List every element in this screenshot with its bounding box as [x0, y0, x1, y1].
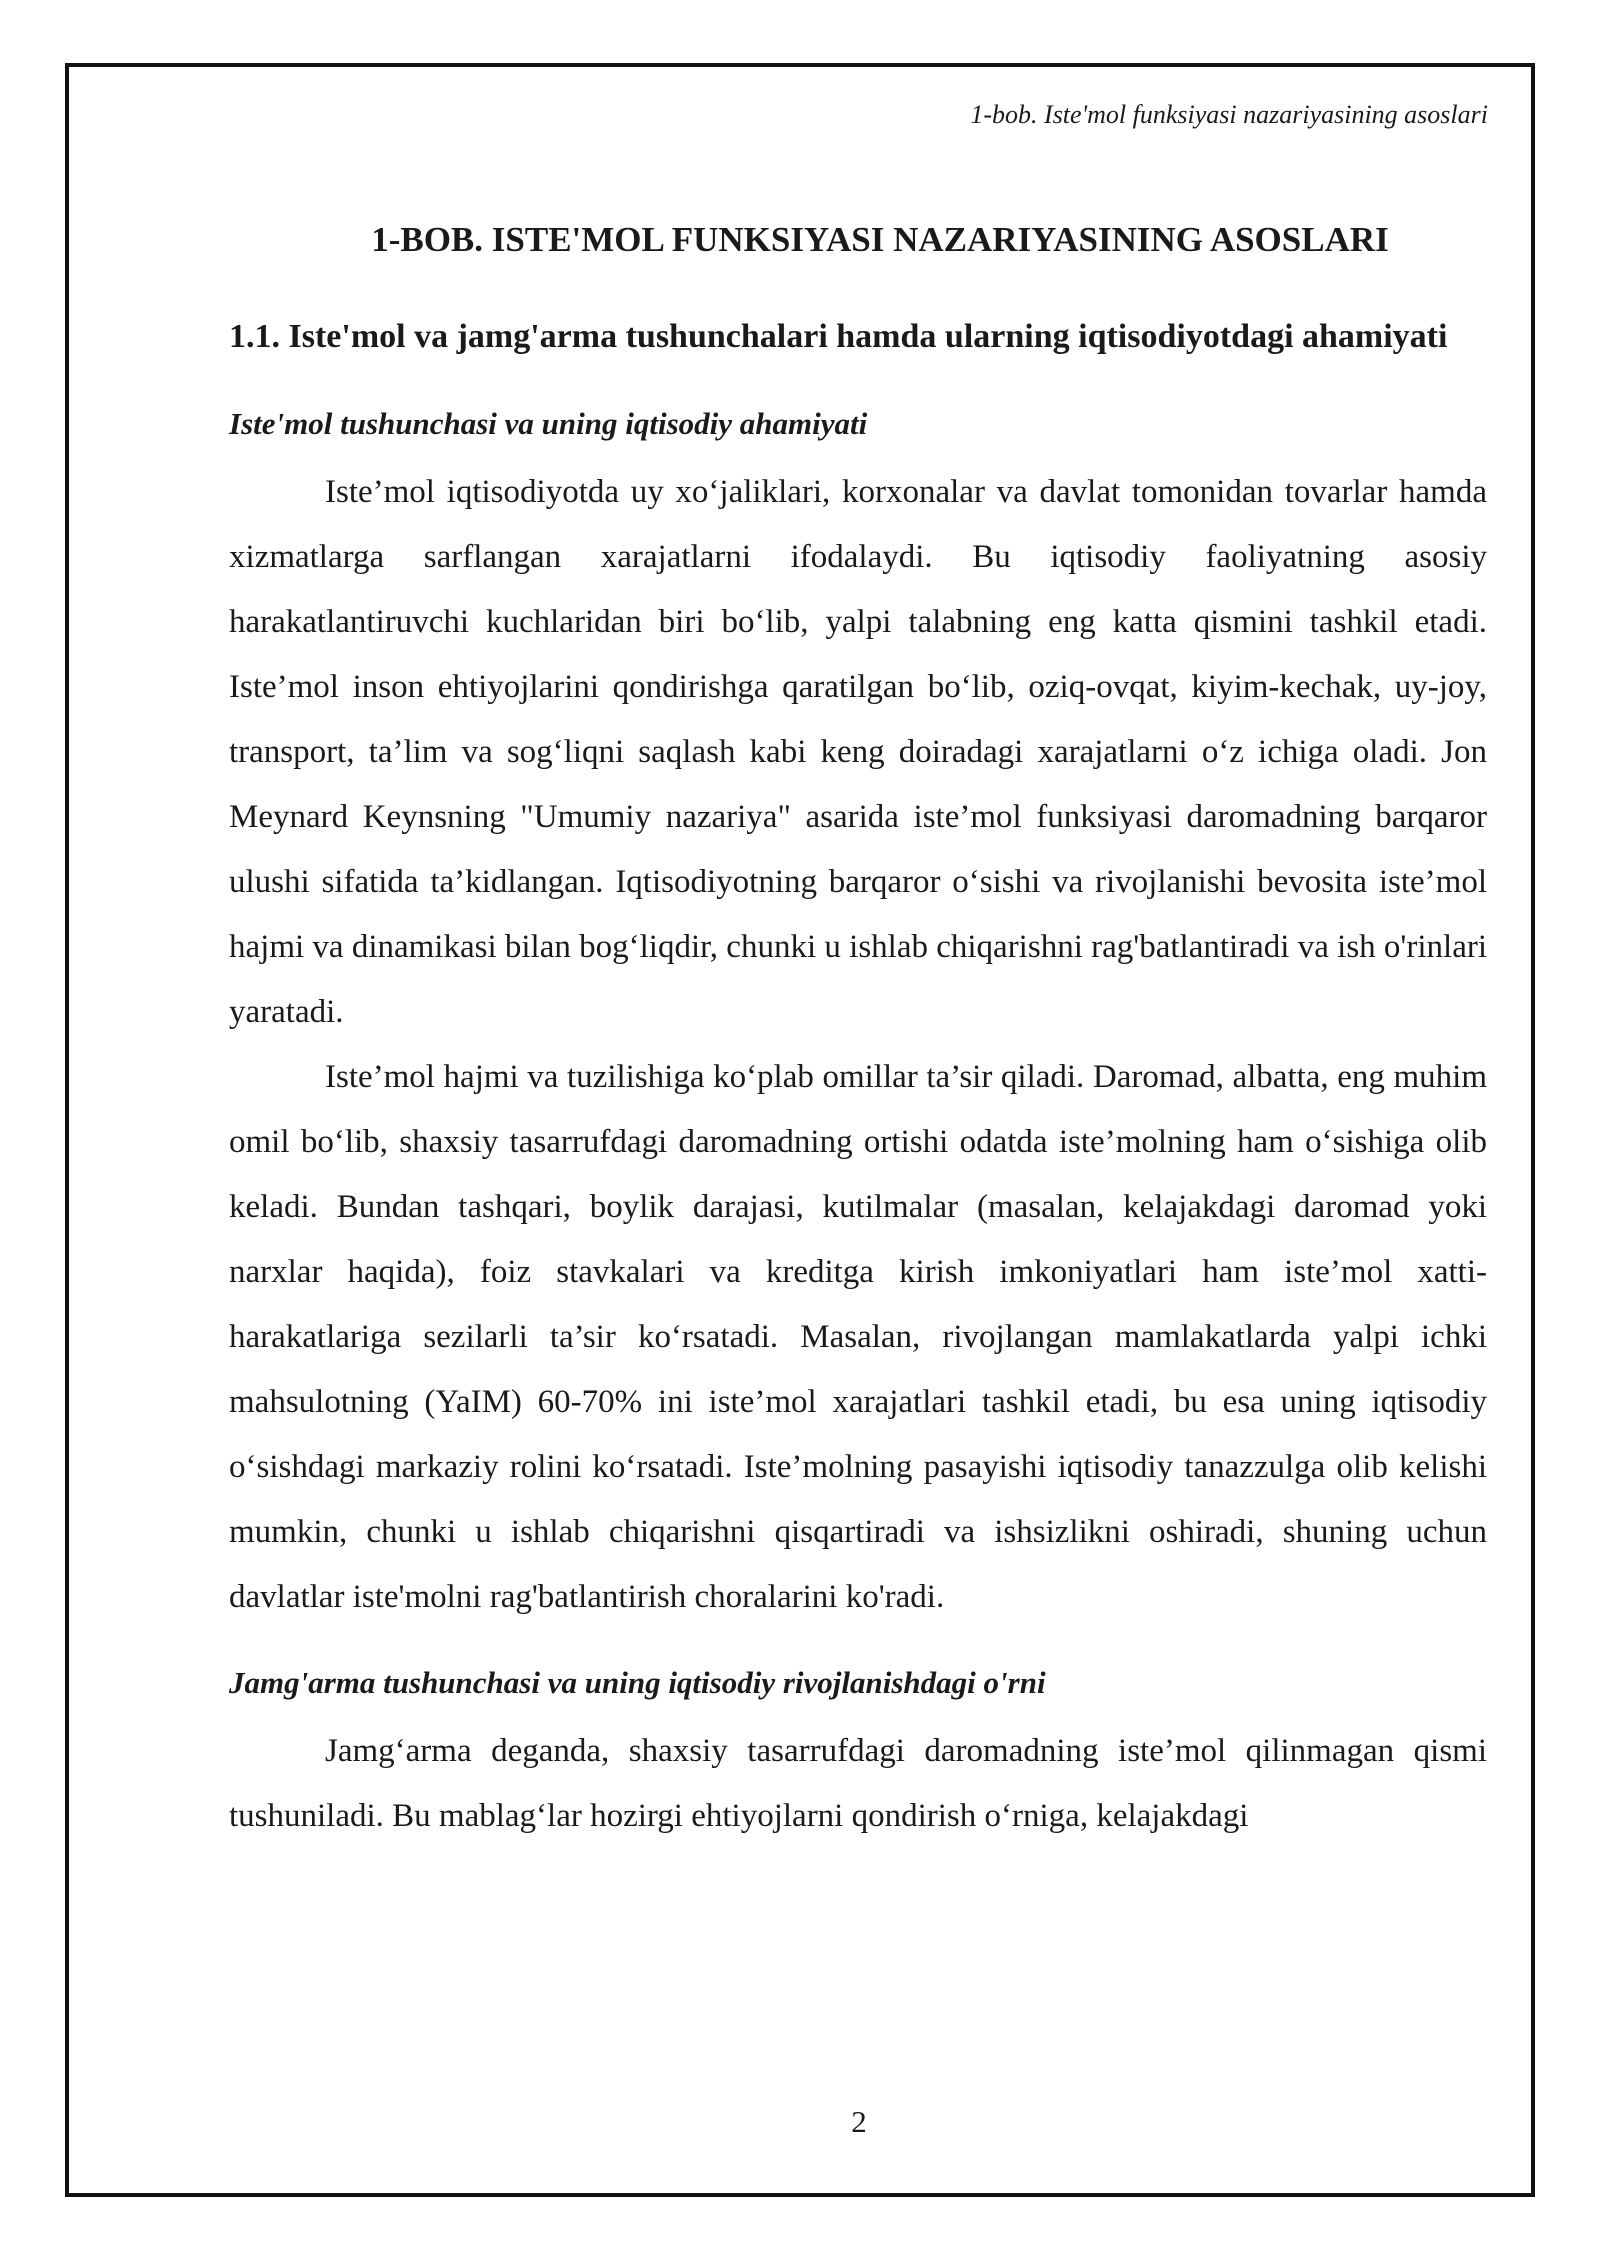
page-number: 2: [851, 2104, 867, 2139]
page-content: [229, 210, 1487, 1849]
body-paragraph: Iste’mol hajmi va tuzilishiga ko‘plab omillar ta’sir qiladi. Daromad, albatta, eng muhim omil bo‘lib, shaxsiy tasarrufdagi daromadning ortishi odatda iste’molning ham o‘sishiga olib keladi. Bundan tashqari, boylik darajasi, kutilmalar (masalan, kelajakdagi daromad yoki narxlar haqida), foiz stavkalari va kreditga kirish imkoniyatlari ham iste’mol xatti-harakatlariga sezilarli ta’sir ko‘rsatadi. Masalan, rivojlangan mamlakatlarda yalpi ichki mahsulotning (YaIM) 60-70% ini iste’mol xarajatlari tashkil etadi, bu esa uning iqtisodiy o‘sishdagi markaziy rolini ko‘rsatadi. Iste’molning pasayishi iqtisodiy tanazzulga olib kelishi mumkin, chunki u ishlab chiqarishni qisqartiradi va ishsizlikni oshiradi, shuning uchun davlatlar iste'molni rag'batlantirish choralarini ko'radi.: [229, 1059, 1487, 1615]
body-paragraph: Iste’mol iqtisodiyotda uy xo‘jaliklari, korxonalar va davlat tomonidan tovarlar hamda xizmatlarga sarflangan xarajatlarni ifodalaydi. Bu iqtisodiy faoliyatning asosiy harakatlantiruvchi kuchlaridan biri bo‘lib, yalpi talabning eng katta qismini tashkil etadi. Iste’mol inson ehtiyojlarini qondirishga qaratilgan bo‘lib, oziq-ovqat, kiyim-kechak, uy-joy, transport, ta’lim va sog‘liqni saqlash kabi keng doiradagi xarajatlarni o‘z ichiga oladi. Jon Meynard Keynsning "Umumiy nazariya" asarida iste’mol funksiyasi daromadning barqaror ulushi sifatida ta’kidlangan. Iqtisodiyotning barqaror o‘sishi va rivojlanishi bevosita iste’mol hajmi va dinamikasi bilan bog‘liqdir, chunki u ishlab chiqarishni rag'batlantiradi va ish o'rinlari yaratadi.: [229, 474, 1487, 1030]
chapter-title: 1-BOB. ISTE'MOL FUNKSIYASI NAZARIYASINING ASOSLARI: [371, 220, 1389, 259]
body-paragraph: Jamg‘arma deganda, shaxsiy tasarrufdagi daromadning iste’mol qilinmagan qismi tushuniladi. Bu mablag‘lar hozirgi ehtiyojlarni qondirish o‘rniga, kelajakdagi: [229, 1733, 1487, 1834]
running-header: 1-bob. Iste'mol funksiyasi nazariyasining asoslari: [970, 100, 1488, 129]
subsection-heading: Jamg'arma tushunchasi va uning iqtisodiy rivojlanishdagi o'rni: [229, 1665, 1046, 1700]
subsection-heading: Iste'mol tushunchasi va uning iqtisodiy ahamiyati: [229, 406, 868, 441]
section-title: 1.1. Iste'mol va jamg'arma tushunchalari hamda ularning iqtisodiyotdagi ahamiyati: [229, 318, 1448, 355]
